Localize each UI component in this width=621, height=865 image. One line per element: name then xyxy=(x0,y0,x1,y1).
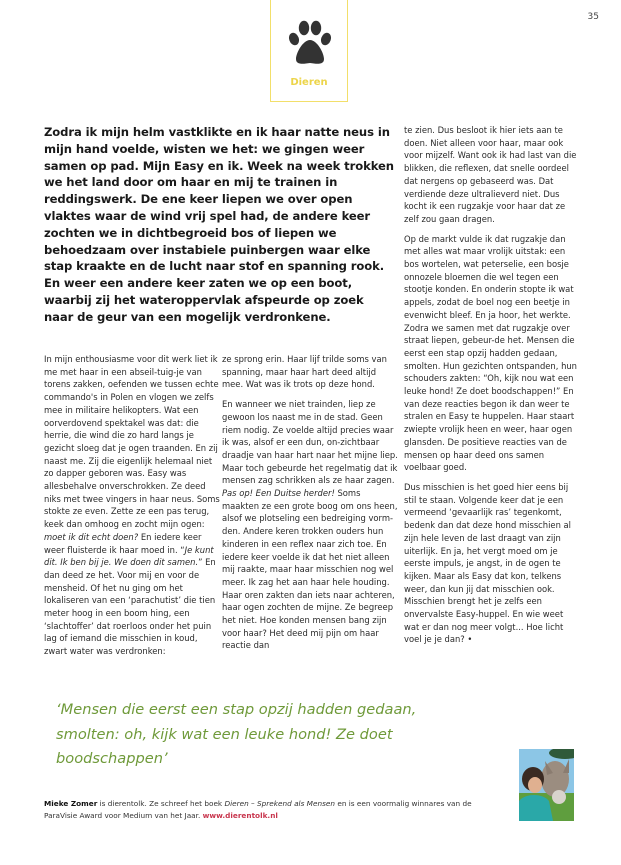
book-title: Dieren – Sprekend als Mensen xyxy=(224,799,336,808)
author-bio: Mieke Zomer is dierentolk. Ze schreef het boek Dieren – Sprekend als Mensen en is een voormalig winnares van de ParaVisie Award voor Medium van het Jaar. www.dierentolk.nl xyxy=(44,799,472,820)
author-name: Mieke Zomer xyxy=(44,799,98,808)
author-photo xyxy=(519,749,574,821)
paw-icon xyxy=(288,19,332,67)
body-column-1 xyxy=(44,353,220,665)
body-column-3 xyxy=(404,124,580,653)
paragraph: ze sprong erin. Haar lijf trilde soms van spanning, maar haar hart deed altijd mee. Wat was ik trots op deze hond. xyxy=(222,354,387,390)
body-column-2 xyxy=(222,353,398,659)
website-link[interactable]: www.dierentolk.nl xyxy=(202,810,278,820)
pull-quote: ‘Mensen die eerst een stap opzij hadden gedaan, smolten: oh, kijk wat een leuke hond! Ze doet boodschappen’ xyxy=(56,701,417,767)
paragraph: te zien. Dus besloot ik hier iets aan te doen. Niet alleen voor haar, maar ook voor mijzelf. Want ook ik had last van die blikken, die reflexen, dat snelle oordeel dat nergens op gebaseerd was. Dat verdiende deze ultralieverd niet. Dus kocht ik een rugzakje voor haar dat ze zelf zou gaan dragen. xyxy=(404,125,577,224)
category-badge xyxy=(270,0,348,102)
paragraph: Dus misschien is het goed hier eens bij stil te staan. Volgende keer dat je een vermeend ‘gevaarlijk ras’ tegenkomt, bedenk dan dat deze hond misschien al zijn hele leven de last draagt van zijn uiterlijk. En ja, het vergt moed om je eerste impuls, je angst, in de ogen te kijken. Maar als Easy dat kon, telkens weer, dan kun jij dat misschien ook. Misschien brengt het je zelfs een onvervalste Easy-huppel. En wie weet wat er dan nog meer volgt... Hoe licht voel je je dan? • xyxy=(404,481,572,645)
paragraph: In mijn enthousiasme voor dit werk liet ik me met haar in een abseil-tuig-je van torens zakken, oefenden we tussen echte commando's in Polen en vlogen we zelfs mee in militaire helikopters. Wat een oorverdovend spektakel was dat: die herrie, die wind die zo hard langs je gezicht sloeg dat je ogen traanden. En zij naast me. Zij die eigenlijk helemaal niet zo dapper geboren was. Easy was allesbehalve onverschrokken. Ze deed niks met twee vingers in haar neus. Soms stokte ze even. Zette ze een pas terug, keek dan omhoog en zocht mijn ogen: moet ik dit echt doen? En iedere keer weer fluisterde ik haar moed in. “Je kunt dit. Ik ben bij je. We doen dit samen.” En dan deed ze het. Voor mij en voor de mensheid. Of het nu ging om het lokaliseren van een ‘parachutist’ die tien meter hoog in een boom hing, een ‘slachtoffer’ dat roerloos onder het puin lag of iemand die misschien in koud, zwart water was verdronken: xyxy=(44,354,220,657)
lead-paragraph: Zodra ik mijn helm vastklikte en ik haar natte neus in mijn hand voelde, wisten we het: we gingen weer samen op pad. Mijn Easy en ik. Week na week trokken we het land door om haar en mij te trainen in reddingswerk. De ene keer liepen we over open vlaktes waar de wind vrij spel had, de andere keer zochten we in dichtbegroeid bos of liepen we behoedzaam over instabiele puinbergen waar elke stap kraakte en de lucht naar stof en spanning rook. En weer een andere keer zaten we op een boot, waarbij zij het wateroppervlak afspeurde op zoek naar de geur van een mogelijk verdronkene. xyxy=(44,125,394,324)
page-number: 35 xyxy=(587,12,599,22)
paragraph: En wanneer we niet trainden, liep ze gewoon los naast me in de stad. Geen riem nodig. Ze voelde altijd precies waar ik was, alsof er een dun, on-zichtbaar draadje van haar hart naar het mijne liep. Maar toch gebeurde het regelmatig dat ik mensen zag schrikken als ze haar zagen. Pas op! Een Duitse herder! Soms maakten ze een grote boog om ons heen, alsof we plotseling een bedreiging vorm-den. Andere keren trokken ouders hun kinderen in een reflex naar zich toe. En iedere keer voelde ik dat het niet alleen mij raakte, maar haar misschien nog wel meer. Ik zag het aan haar hele houding. Haar oren zakten dan iets naar achteren, haar ogen zochten de mijne. Ze begreep het niet. Hoe konden mensen bang zijn voor haar? Het deed mij pijn om haar reactie dan xyxy=(222,399,398,651)
paragraph: Op de markt vulde ik dat rugzakje dan met alles wat maar vrolijk uitstak: een bos wortelen, wat peterselie, een bosje onnozele bloemen die wel tegen een stootje konden. En onderin stopte ik wat appels, zodat de boel nog een beetje in evenwicht bleef. En ja hoor, het werkte. Zodra we samen met dat rugzakje over straat liepen, gebeur-de het. Mensen die eerst een stap opzij hadden gedaan, smolten. Hun gezichten ontspanden, hun schouders zakten: “Oh, kijk nou wat een leuke hond! Ze doet boodschappen!” En van deze reacties begon ik dan weer te stralen en Easy te huppelen. Haar staart zwiepte vrolijk heen en weer, haar ogen glansden. De positieve reacties van de mensen op haar deed ons samen voelbaar goed. xyxy=(404,233,577,473)
category-label: Dieren xyxy=(290,77,328,88)
